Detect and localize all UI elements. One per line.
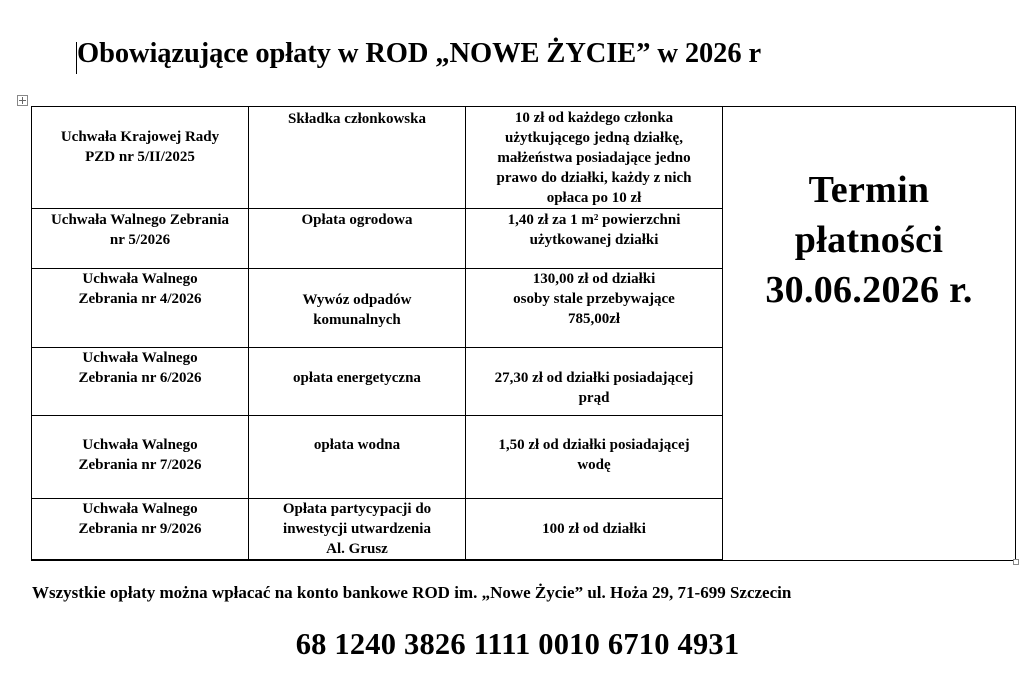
- resolution-cell: Uchwała Walnego Zebrania nr 6/2026: [32, 348, 249, 416]
- amount-cell: 10 zł od każdego członka użytkującego jedną działkę, małżeństwa posiadające jedno prawo do działki, każdy z nich opłaca po 10 zł: [466, 107, 723, 209]
- fee-type-cell: opłata energetyczna: [249, 348, 466, 416]
- amount-cell: 1,40 zł za 1 m² powierzchni użytkowanej działki: [466, 209, 723, 269]
- table-move-handle-icon[interactable]: [17, 95, 28, 106]
- table-resize-handle-icon[interactable]: [1013, 559, 1019, 565]
- document-title: Obowiązujące opłaty w ROD „NOWE ŻYCIE” w 2026 r: [77, 38, 762, 69]
- amount-cell: 100 zł od działki: [466, 499, 723, 561]
- fee-type-cell: Składka członkowska: [249, 107, 466, 209]
- deadline-date: 30.06.2026 r.: [765, 269, 973, 311]
- fee-type-cell: Opłata partycypacji do inwestycji utwardzenia Al. Grusz: [249, 499, 466, 561]
- deadline-line: płatności: [794, 219, 944, 261]
- bank-account-block: [0, 627, 1024, 662]
- amount-cell: 1,50 zł od działki posiadającej wodę: [466, 416, 723, 499]
- payment-instructions: Wszystkie opłaty można wpłacać na konto bankowe ROD im. „Nowe Życie” ul. Hoża 29, 71-699 Szczecin: [32, 583, 792, 602]
- fee-type-cell: opłata wodna: [249, 416, 466, 499]
- table-row: [32, 107, 1016, 209]
- fee-type-cell: Opłata ogrodowa: [249, 209, 466, 269]
- resolution-cell: Uchwała Walnego Zebrania nr 4/2026: [32, 269, 249, 348]
- amount-cell: 130,00 zł od działki osoby stale przebywające 785,00zł: [466, 269, 723, 348]
- fees-table: [31, 106, 1016, 561]
- resolution-cell: Uchwała Walnego Zebrania nr 7/2026: [32, 416, 249, 499]
- resolution-cell: Uchwała Walnego Zebrania nr 5/2026: [32, 209, 249, 269]
- resolution-cell: Uchwała Walnego Zebrania nr 9/2026: [32, 499, 249, 561]
- deadline-line: Termin: [808, 169, 930, 211]
- amount-cell: 27,30 zł od działki posiadającej prąd: [466, 348, 723, 416]
- fee-type-cell: Wywóz odpadów komunalnych: [249, 269, 466, 348]
- payment-deadline-cell: [723, 107, 1016, 561]
- resolution-cell: Uchwała Krajowej Rady PZD nr 5/II/2025: [32, 107, 249, 209]
- bank-account-number: 68 1240 3826 1111 0010 6710 4931: [295, 627, 740, 661]
